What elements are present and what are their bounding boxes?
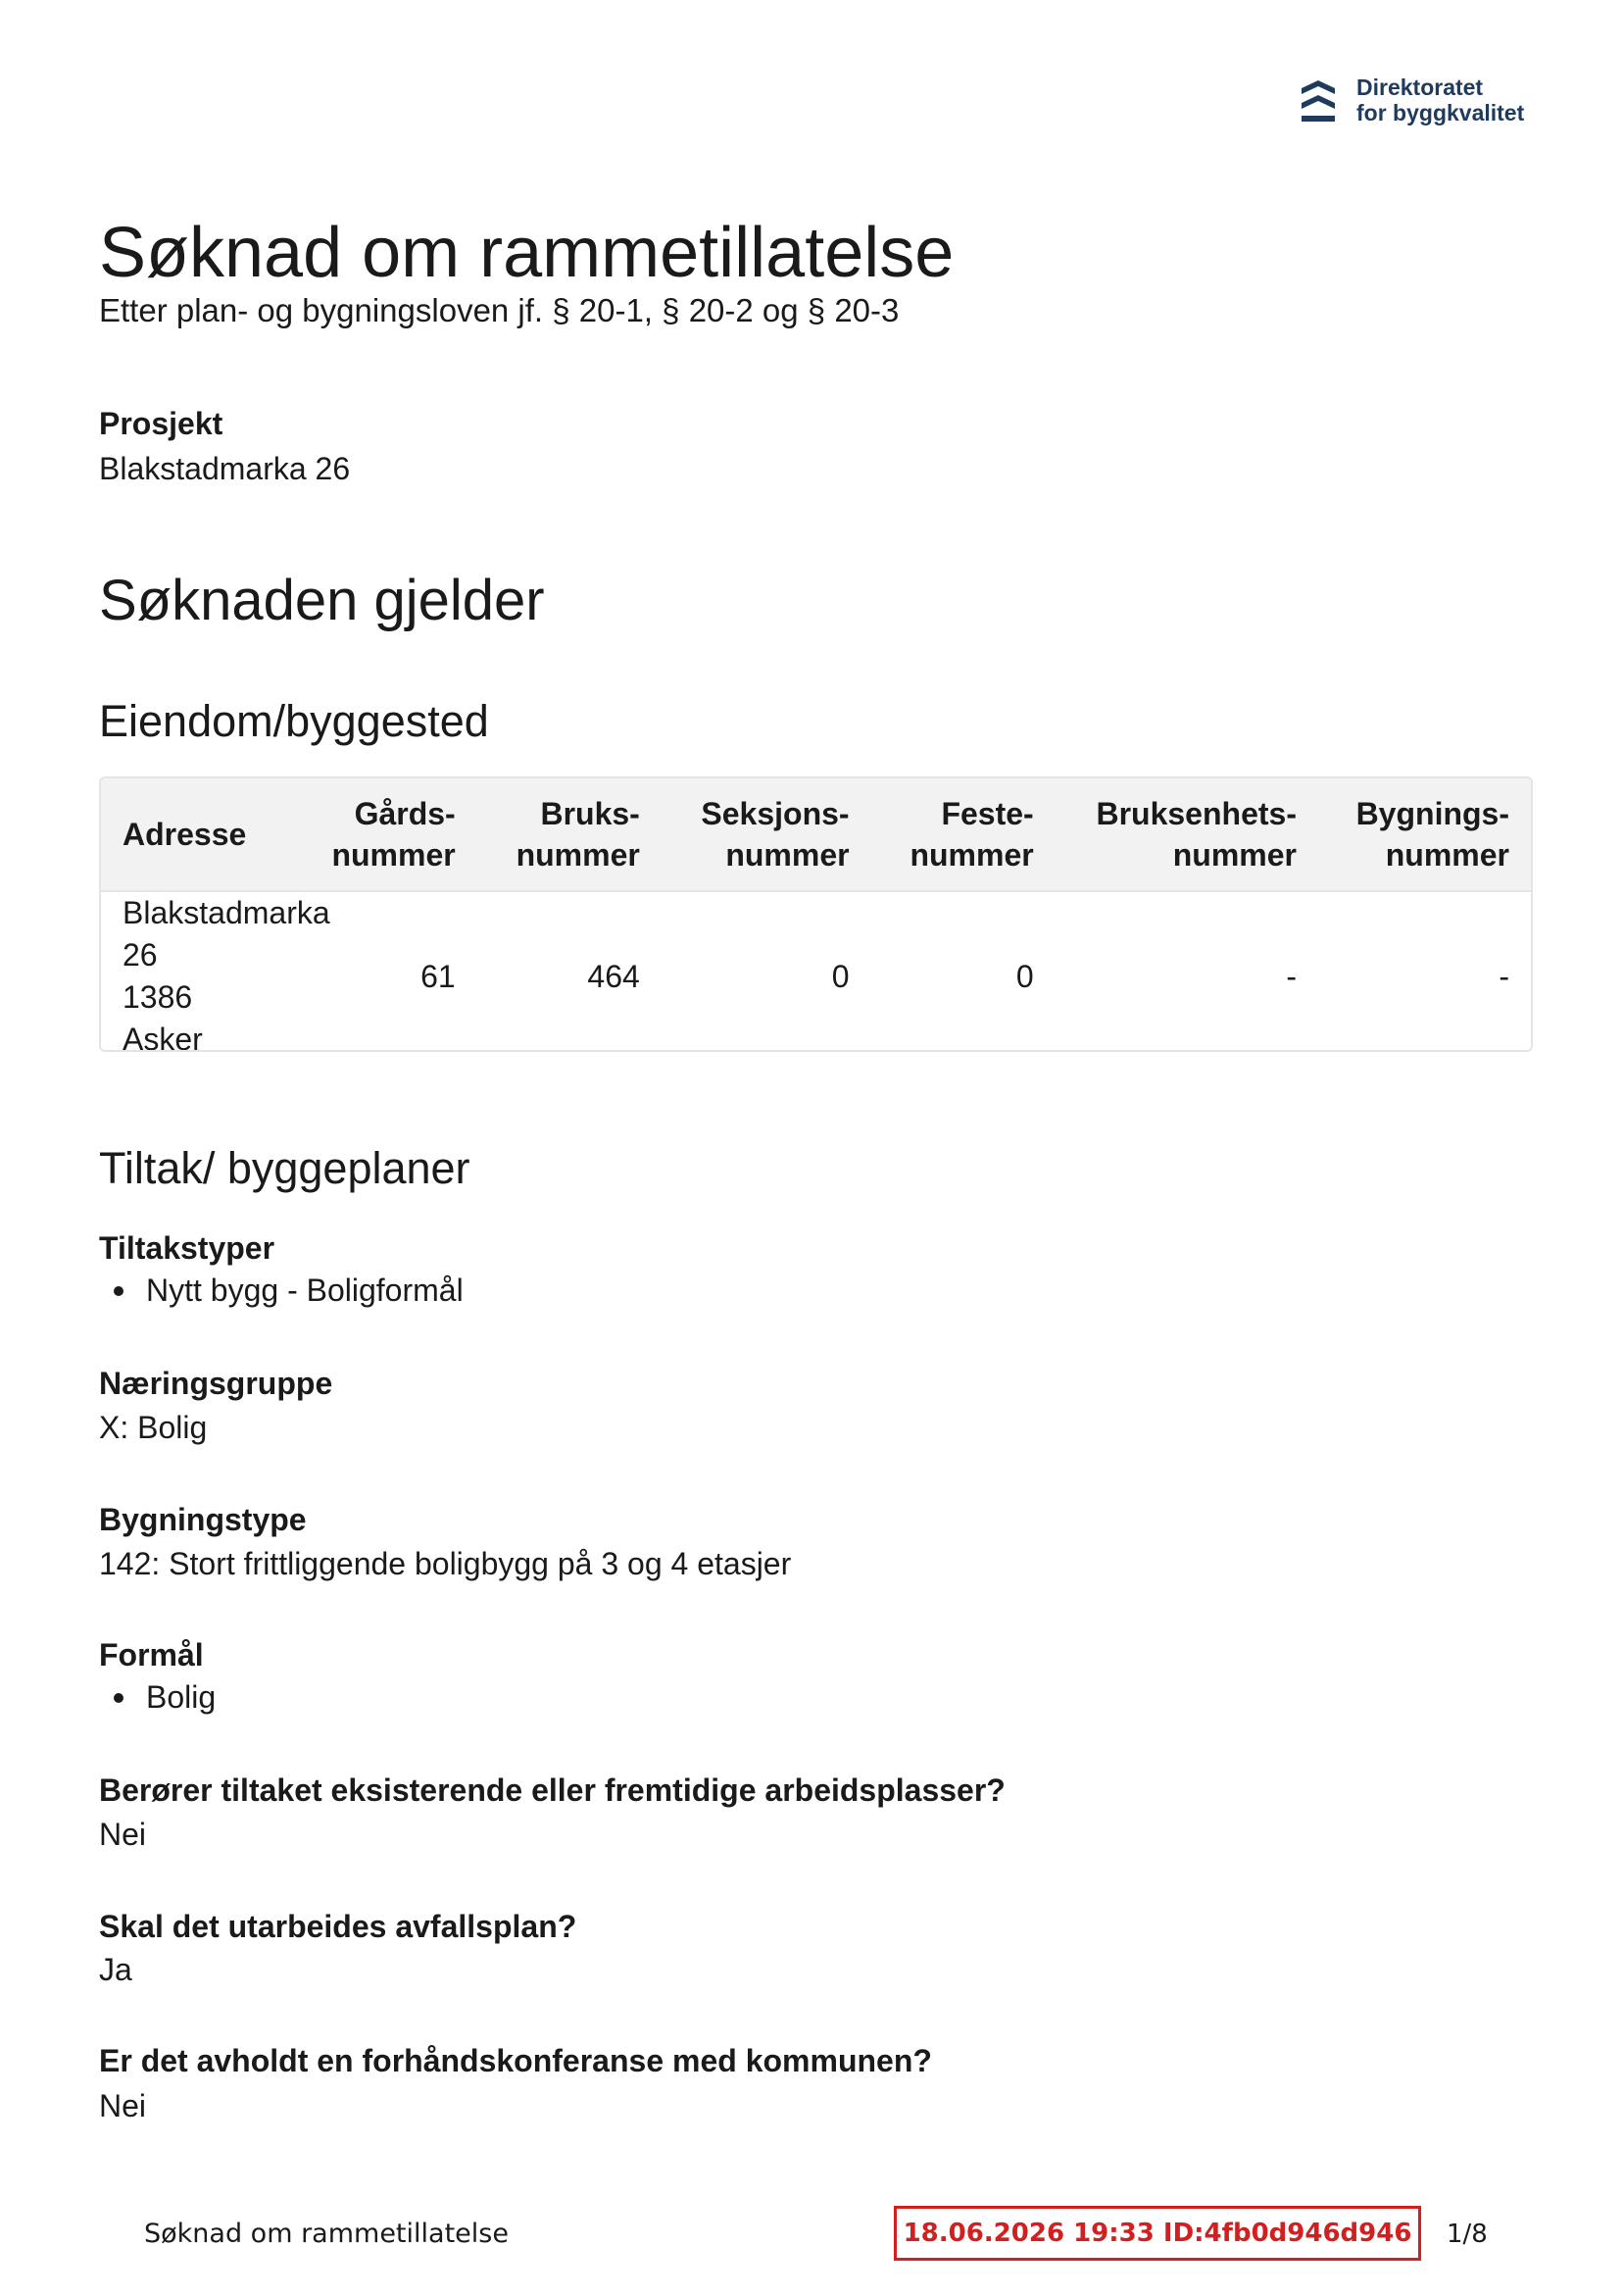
forhandskonferanse-label: Er det avholdt en forhåndskonferanse med kommunen?: [99, 2043, 932, 2078]
avfallsplan-label: Skal det utarbeides avfallsplan?: [99, 1909, 577, 1944]
section-heading: Søknaden gjelder: [99, 569, 545, 632]
property-table: [99, 776, 1533, 1052]
project-value: Blakstadmarka 26: [99, 451, 351, 486]
page-subtitle: Etter plan- og bygningsloven jf. § 20-1, § 20-2 og § 20-3: [99, 292, 900, 328]
property-heading: Eiendom/byggested: [99, 696, 489, 746]
logo-text: [1356, 75, 1524, 125]
cell-gardsnummer: 61: [420, 958, 456, 994]
table-row: [101, 891, 1531, 1052]
column-header-adresse: Adresse: [123, 817, 247, 852]
cell-seksjonsnummer: 0: [831, 958, 850, 994]
logo-line-1: Direktoratet: [1356, 75, 1484, 100]
cell-adresse: Blakstadmarka 26 1386 Asker: [123, 895, 330, 1052]
arbeidsplasser-value: Nei: [99, 1817, 147, 1852]
formal-label: Formål: [99, 1637, 204, 1672]
arbeidsplasser-label: Berører tiltaket eksisterende eller fremtidige arbeidsplasser?: [99, 1772, 1006, 1808]
table-header-row: [101, 778, 1531, 891]
logo-line-2: for byggkvalitet: [1356, 100, 1525, 125]
naeringsgruppe-value: X: Bolig: [99, 1410, 208, 1445]
column-header-festenummer: Feste- nummer: [910, 796, 1034, 873]
cell-festenummer: 0: [1015, 958, 1034, 994]
logo: [1300, 75, 1524, 125]
tiltakstyper-list: [99, 1271, 464, 1310]
plans-heading: Tiltak/ byggeplaner: [99, 1143, 470, 1193]
bygningstype-value: 142: Stort frittliggende boligbygg på 3 og 4 etasjer: [99, 1546, 792, 1581]
id-stamp: 18.06.2026 19:33 ID:4fb0d946d946: [894, 2206, 1421, 2261]
cell-bruksenhetsnummer: -: [1286, 958, 1297, 994]
column-header-bruksnummer: Bruks- nummer: [516, 796, 640, 873]
footer-title: Søknad om rammetillatelse: [144, 2219, 509, 2249]
column-header-seksjonsnummer: Seksjons- nummer: [701, 796, 850, 873]
list-item: Nytt bygg - Boligformål: [146, 1273, 464, 1308]
column-header-bruksenhetsnummer: Bruksenhets- nummer: [1096, 796, 1297, 873]
list-item: Bolig: [146, 1679, 217, 1715]
forhandskonferanse-value: Nei: [99, 2088, 147, 2123]
project-label: Prosjekt: [99, 406, 223, 441]
column-header-gardsnummer: Gårds- nummer: [331, 796, 456, 873]
page-title: Søknad om rammetillatelse: [99, 214, 955, 292]
formal-list: [99, 1677, 216, 1717]
cell-bruksnummer: 464: [587, 958, 640, 994]
column-header-bygningsnummer: Bygnings- nummer: [1355, 796, 1509, 873]
page-number: 1/8: [1447, 2220, 1488, 2249]
cell-bygningsnummer: -: [1499, 958, 1509, 994]
avfallsplan-value: Ja: [99, 1952, 132, 1987]
tiltakstyper-label: Tiltakstyper: [99, 1230, 275, 1266]
naeringsgruppe-label: Næringsgruppe: [99, 1366, 333, 1401]
chevron-logo-icon: [1300, 76, 1337, 124]
bygningstype-label: Bygningstype: [99, 1502, 307, 1537]
